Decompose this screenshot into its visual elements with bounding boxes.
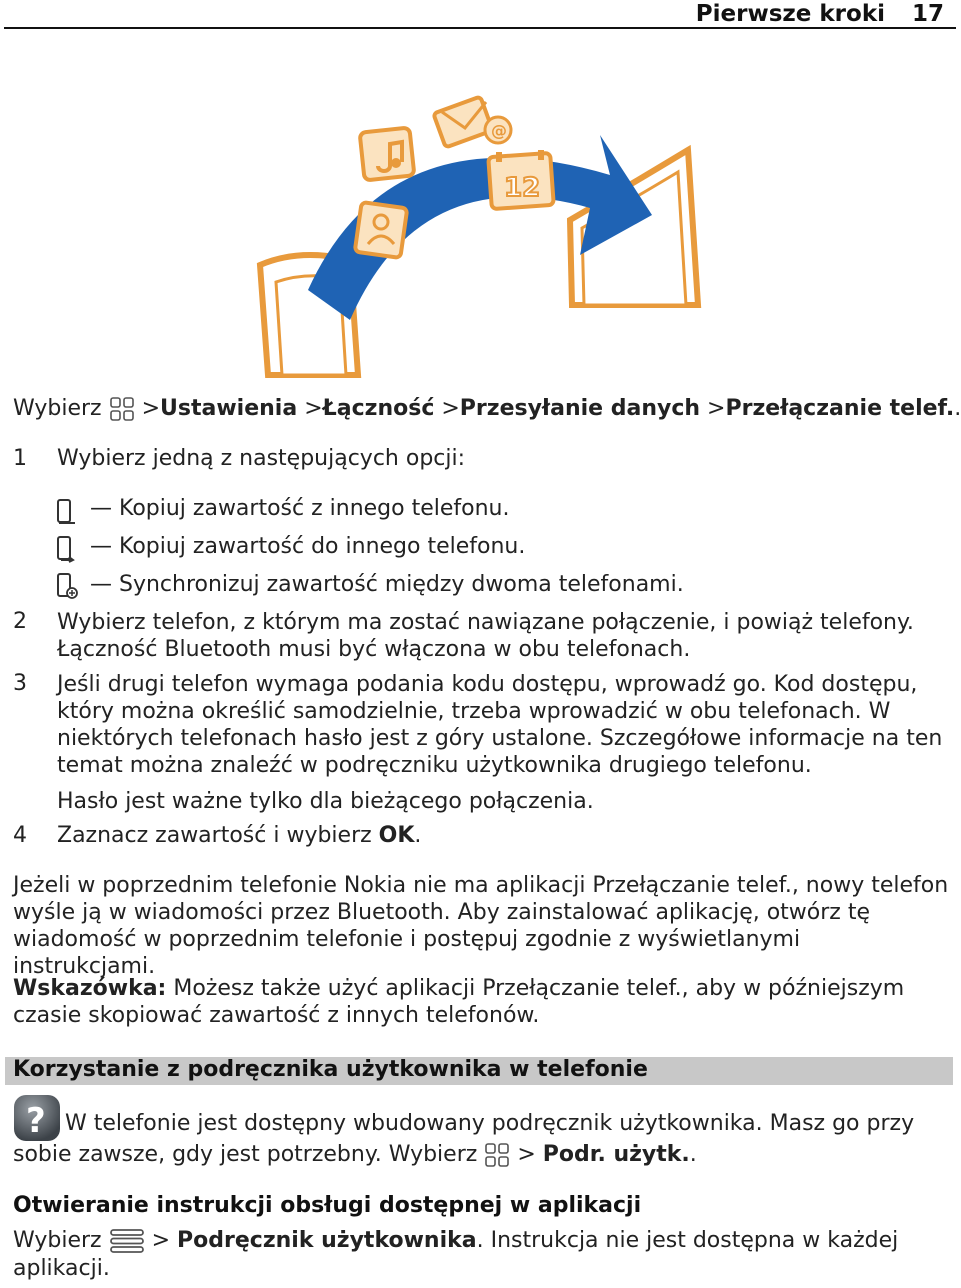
section-text-1: W telefonie jest dostępny wbudowany podręcznik użytkownika. Masz go przy: [65, 1111, 915, 1136]
nav-path: Wybierz >Ustawienia >Łączność >Przesyłanie danych >Przełączanie telef..: [13, 396, 961, 421]
svg-text:@: @: [491, 121, 507, 140]
nav-prefix: Wybierz: [13, 396, 102, 421]
help-icon: [13, 1094, 61, 1142]
step-4-text: Zaznacz zawartość i wybierz OK.: [57, 823, 422, 848]
nav-lacznosc[interactable]: Łączność: [322, 396, 435, 421]
step-2-number: 2: [13, 609, 27, 634]
option-copy-to: — Kopiuj zawartość do innego telefonu.: [90, 534, 526, 559]
email-icon: [433, 97, 511, 148]
subsection-text-end: aplikacji.: [13, 1256, 110, 1281]
svg-text:?: ?: [26, 1101, 46, 1141]
header-rule: [4, 27, 956, 29]
options-menu-icon[interactable]: [109, 1227, 145, 1255]
contact-icon: [355, 202, 408, 258]
nav-przelaczanie[interactable]: Przełączanie telef.: [725, 396, 955, 421]
step-3-number: 3: [13, 671, 27, 696]
chapter-title: Pierwsze kroki: [695, 1, 885, 27]
option-copy-from: — Kopiuj zawartość z innego telefonu.: [90, 496, 510, 521]
calendar-icon: [488, 150, 553, 209]
subsection-title: Otwieranie instrukcji obsługi dostępnej w aplikacji: [13, 1193, 642, 1218]
step-3-note: Hasło jest ważne tylko dla bieżącego połączenia.: [57, 789, 594, 814]
phone-copy-to-icon: [55, 535, 77, 563]
section-title: Korzystanie z podręcznika użytkownika w telefonie: [13, 1057, 648, 1082]
tip-label: Wskazówka:: [13, 976, 167, 1001]
nav-przesylanie[interactable]: Przesyłanie danych: [459, 396, 701, 421]
page-number: 17: [911, 1, 944, 27]
svg-text:12: 12: [504, 173, 541, 203]
nokia-paragraph: Jeżeli w poprzednim telefonie Nokia nie ma aplikacji Przełączanie telef., nowy telefon wyśle ją w wiadomości przez Bluetooth. Aby zainstalować aplikację, otwórz tę wiadomość w poprzednim telefonie i postępuj zgodnie z wyświetlanymi instrukcjami.: [13, 873, 949, 979]
step-3-text: Jeśli drugi telefon wymaga podania kodu dostępu, wprowadź go. Kod dostępu, który można określić samodzielnie, trzeba wprowadzić w obu telefonach. W niektórych telefonach hasło jest z góry ustalone. Szczegółowe informacje na ten temat można znaleźć w podręczniku użytkownika drugiego telefonu.: [57, 672, 943, 778]
podrecznik-link[interactable]: Podręcznik użytkownika: [177, 1228, 477, 1253]
step-4-number: 4: [13, 823, 27, 848]
tip-text: Możesz także użyć aplikacji Przełączanie telef., aby w późniejszym czasie skopiować zawartość z innych telefonów.: [13, 976, 905, 1028]
subsection-text: Wybierz > Podręcznik użytkownika. Instrukcja nie jest dostępna w każdej: [13, 1228, 899, 1253]
menu-grid-icon[interactable]: [109, 396, 135, 422]
menu-grid-icon[interactable]: [484, 1142, 510, 1168]
step-2-text: Wybierz telefon, z którym ma zostać nawiązane połączenie, i powiąż telefony. Łączność Bluetooth musi być włączona w obu telefonach.: [57, 610, 914, 662]
ok-label[interactable]: OK: [378, 823, 415, 848]
music-icon: [360, 128, 415, 181]
section-heading-bar: [5, 1057, 953, 1085]
page-header: [0, 0, 960, 30]
phone-sync-icon: [55, 572, 79, 600]
step-1-text: Wybierz jedną z następujących opcji:: [57, 446, 466, 471]
section-text-2: sobie zawsze, gdy jest potrzebny. Wybierz > Podr. użytk..: [13, 1142, 697, 1167]
step-1-number: 1: [13, 446, 27, 471]
phone-switch-illustration: [250, 90, 700, 380]
option-sync: — Synchronizuj zawartość między dwoma telefonami.: [90, 572, 684, 597]
phone-copy-from-icon: [55, 498, 77, 526]
nav-ustawienia[interactable]: Ustawienia: [160, 396, 298, 421]
podr-uzytk-link[interactable]: Podr. użytk.: [542, 1142, 690, 1167]
tip-paragraph: [13, 975, 949, 1029]
